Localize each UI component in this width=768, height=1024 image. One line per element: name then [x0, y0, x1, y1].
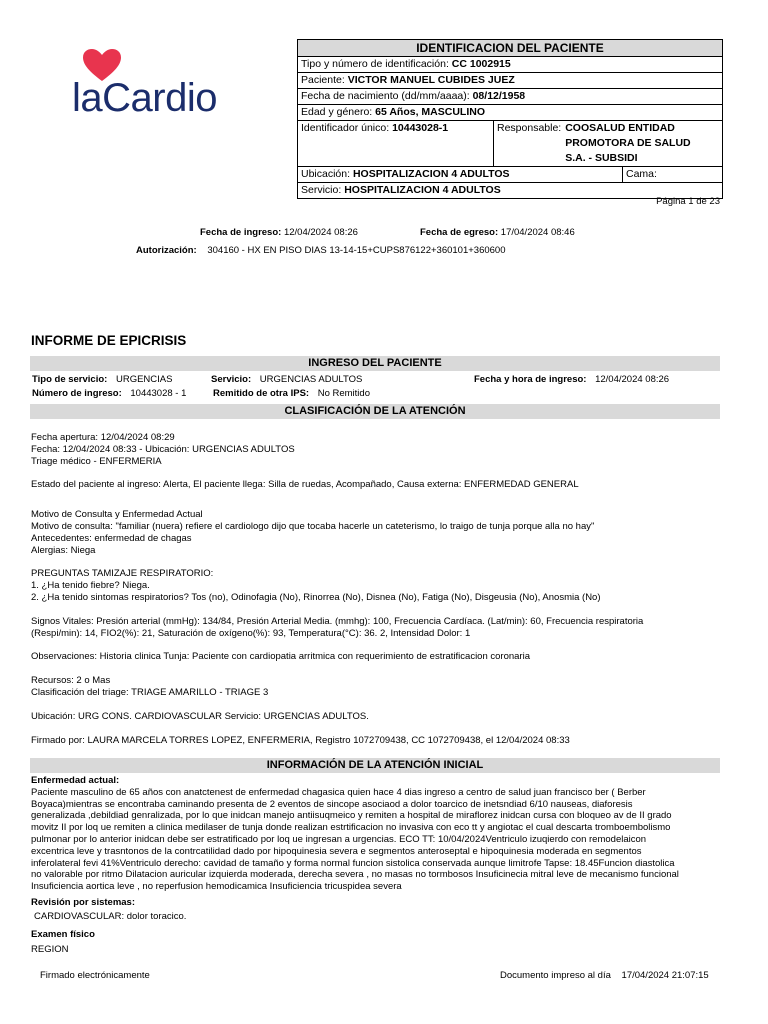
signos-vitales-1: Signos Vitales: Presión arterial (mmHg): 134/84, Presión Arterial Media. (mmhg): 100, Frecuencia Cardíaca. (Lat/min): 60, Frecuencia respiratoria: [31, 615, 644, 627]
clasificacion-body: [31, 432, 723, 746]
age-value: 65 Años, MASCULINO: [375, 106, 486, 118]
resp-cell: [494, 121, 722, 166]
fecha-ingreso-value: 12/04/2024 08:26: [595, 374, 670, 385]
patient-id-table: [297, 39, 723, 199]
atencion-body: [31, 775, 723, 956]
footer-printed: [500, 970, 709, 981]
name-value: VICTOR MANUEL CUBIDES JUEZ: [347, 74, 515, 86]
recursos: Recursos: 2 o Mas: [31, 675, 111, 687]
tipo-label: Tipo de servicio:: [32, 374, 108, 385]
serv-label: Servicio:: [301, 184, 342, 196]
ubic-cell: [298, 167, 623, 182]
uid-value: 10443028-1: [392, 122, 449, 134]
enfermedad-line: excentrica leve y trasntonos de la contrcatilidad dado por hipoquinesia severa e segmentos anteroseptal e hipoquinesia moderada en segmentos: [31, 845, 642, 857]
autorizacion: [136, 245, 505, 256]
enfermedad-label: Enfermedad actual:: [31, 775, 120, 786]
age-label: Edad y género:: [301, 106, 373, 118]
id-label: Tipo y número de identificación:: [301, 58, 449, 70]
tipo-servicio: [32, 374, 172, 385]
motivo-consulta: Motivo de consulta: "familiar (nuera) refiere el cardiologo dijo que tocaba hacerle un cateterismo, lo traigo de tunja porque alla no hay": [31, 520, 595, 532]
patient-table-header: IDENTIFICACION DEL PACIENTE: [298, 40, 722, 56]
name-row: [298, 72, 722, 88]
atencion-bar: INFORMACIÓN DE LA ATENCIÓN INICIAL: [30, 758, 720, 773]
ubic-row: [298, 166, 722, 182]
footer-signed: Firmado electrónicamente: [40, 970, 150, 981]
logo-text: laCardio: [72, 76, 217, 120]
fecha-ingreso-label: Fecha y hora de ingreso:: [474, 374, 587, 385]
firmado-por: Firmado por: LAURA MARCELA TORRES LOPEZ, ENFERMERIA, Registro 1072709438, CC 1072709438, el 12/04/2024 08:33: [31, 734, 570, 746]
numero-ingreso: [32, 388, 186, 399]
cama-label: Cama:: [626, 168, 657, 180]
serv-value: HOSPITALIZACION 4 ADULTOS: [344, 184, 501, 196]
uid-label: Identificador único:: [301, 122, 390, 134]
remitido: [213, 388, 370, 399]
enfermedad-line: Insuficiencia aortica leve , no reperfusion hemodicamica Insuficiencia tricuspidea severa: [31, 881, 402, 893]
observaciones: Observaciones: Historia clinica Tunja: Paciente con cardiopatia arritmica con requerimiento de estratificacion coronaria: [31, 651, 530, 663]
antecedentes: Antecedentes: enfermedad de chagas: [31, 532, 192, 544]
ubic-label: Ubicación:: [301, 168, 351, 180]
revision-label: Revisión por sistemas:: [31, 896, 136, 908]
printed-value: 17/04/2024 21:07:15: [621, 970, 709, 981]
age-row: [298, 104, 722, 120]
enfermedad-line: no valorable por ritmo Dilatacion auricular izquierda moderada, derecha severa , no masas no tormbosos Insuficinecia mitral leve de mecanismo funcional: [31, 869, 679, 881]
numero-label: Número de ingreso:: [32, 388, 122, 399]
triage-medico: Triage médico - ENFERMERIA: [31, 455, 162, 467]
alergias: Alergias: Niega: [31, 544, 96, 556]
revision-value: CARDIOVASCULAR: dolor toracico.: [34, 910, 187, 922]
numero-value: 10443028 - 1: [130, 388, 187, 399]
signos-vitales-2: (Respi/min): 14, FIO2(%): 21, Saturación de oxígeno(%): 93, Temperatura(°C): 36. 2, Intensidad Dolor: 1: [31, 627, 471, 639]
lacardio-logo: [72, 48, 252, 122]
resp-value: COOSALUD ENTIDAD PROMOTORA DE SALUD S.A. - SUBSIDI: [565, 122, 691, 164]
ingreso-value: 12/04/2024 08:26: [283, 227, 358, 238]
pregunta-2: 2. ¿Ha tenido sintomas respiratorios? Tos (no), Odinofagia (No), Rinorrea (No), Disnea (No), Fatiga (No), Disgeusia (No), Anosmia (No): [31, 591, 601, 603]
dob-label: Fecha de nacimiento (dd/mm/aaaa):: [301, 90, 470, 102]
id-row: [298, 56, 722, 72]
clasificacion-triage: Clasificación del triage: TRIAGE AMARILLO - TRIAGE 3: [31, 686, 269, 698]
name-label: Paciente:: [301, 74, 345, 86]
aut-value: 304160 - HX EN PISO DIAS 13-14-15+CUPS876122+360101+360600: [207, 245, 506, 256]
estado-paciente: Estado del paciente al ingreso: Alerta, El paciente llega: Silla de ruedas, Acompañado, Causa externa: ENFERMEDAD GENERAL: [31, 479, 579, 491]
enfermedad-line: generalizada ,debildiad genralizada, por lo que inidcan manejo antiisuqmeico y remiten a hospital de miraflorez inidcan cursa con bloqueo av de II grado: [31, 810, 672, 822]
examen-value: REGION: [31, 944, 69, 956]
preguntas-title: PREGUNTAS TAMIZAJE RESPIRATORIO:: [31, 568, 214, 580]
enfermedad-line: movitz II por loq ue remiten a clinica medilaser de tunja donde realizan estrtificacion no invasiva con eco tt y angiotac el cual descarta tromboembolismo: [31, 822, 671, 834]
servicio-label: Servicio:: [211, 374, 252, 385]
fecha-ingreso: [474, 374, 669, 385]
enfermedad-line: Paciente masculino de 65 años con anatctenest de enfermedad chagasica quien hace 4 dias ingreso a centro de salud juan francisco ber ( Berber: [31, 786, 646, 798]
egreso-label: Fecha de egreso:: [420, 227, 499, 238]
dob-value: 08/12/1958: [472, 90, 526, 102]
uid-row: [298, 120, 722, 166]
servicio-ingreso: [211, 374, 362, 385]
pregunta-1: 1. ¿Ha tenido fiebre? Niega.: [31, 580, 150, 592]
remitido-label: Remitido de otra IPS:: [213, 388, 310, 399]
report-title: INFORME DE EPICRISIS: [31, 333, 187, 348]
cama-cell: [623, 167, 722, 182]
egreso-value: 17/04/2024 08:46: [500, 227, 575, 238]
remitido-value: No Remitido: [317, 388, 370, 399]
enfermedad-line: pulmonar por lo anterior inidcan debe ser estratificado por loq ue ingresan a urgencias. ECO TT: 10/04/2024Ventriculo izuqierdo con remodelaicon: [31, 833, 647, 845]
enfermedad-line: Boyaca)mientras se encontraba caminando presenta de 2 eventos de sincope asociaod a dolor toarcico de inetsndiad 6/10 nauseas, diaforesis: [31, 798, 633, 810]
examen-label: Examen físico: [31, 928, 95, 940]
resp-label: Responsable:: [497, 122, 562, 134]
clasificacion-bar: CLASIFICACIÓN DE LA ATENCIÓN: [30, 404, 720, 419]
ingreso-date: [200, 227, 358, 238]
egreso-date: [420, 227, 575, 238]
tipo-value: URGENCIAS: [115, 374, 173, 385]
ingreso-label: Fecha de ingreso:: [200, 227, 282, 238]
printed-label: Documento impreso al día: [500, 970, 611, 981]
servicio-value: URGENCIAS ADULTOS: [259, 374, 363, 385]
aut-label: Autorización:: [136, 245, 197, 256]
enfermedad-line: inferolateral fevi 41%Ventriculo derecho: cavidad de tamaño y forma normal funcion sistolica conservada aunque limitrofe Tapse: 18.45Funcion diastolica: [31, 857, 675, 869]
motivo-title: Motivo de Consulta y Enfermedad Actual: [31, 509, 203, 521]
enfermedad-text: [31, 787, 723, 893]
fecha-ubicacion: Fecha: 12/04/2024 08:33 - Ubicación: URGENCIAS ADULTOS: [31, 443, 295, 455]
uid-cell: [298, 121, 494, 166]
dob-row: [298, 88, 722, 104]
fecha-apertura: Fecha apertura: 12/04/2024 08:29: [31, 432, 175, 443]
ingreso-bar: INGRESO DEL PACIENTE: [30, 356, 720, 371]
ubicacion-urg: Ubicación: URG CONS. CARDIOVASCULAR Servicio: URGENCIAS ADULTOS.: [31, 710, 369, 722]
page-number: Página 1 de 23: [656, 196, 720, 207]
id-value: CC 1002915: [451, 58, 511, 70]
ubic-value: HOSPITALIZACION 4 ADULTOS: [352, 168, 510, 180]
